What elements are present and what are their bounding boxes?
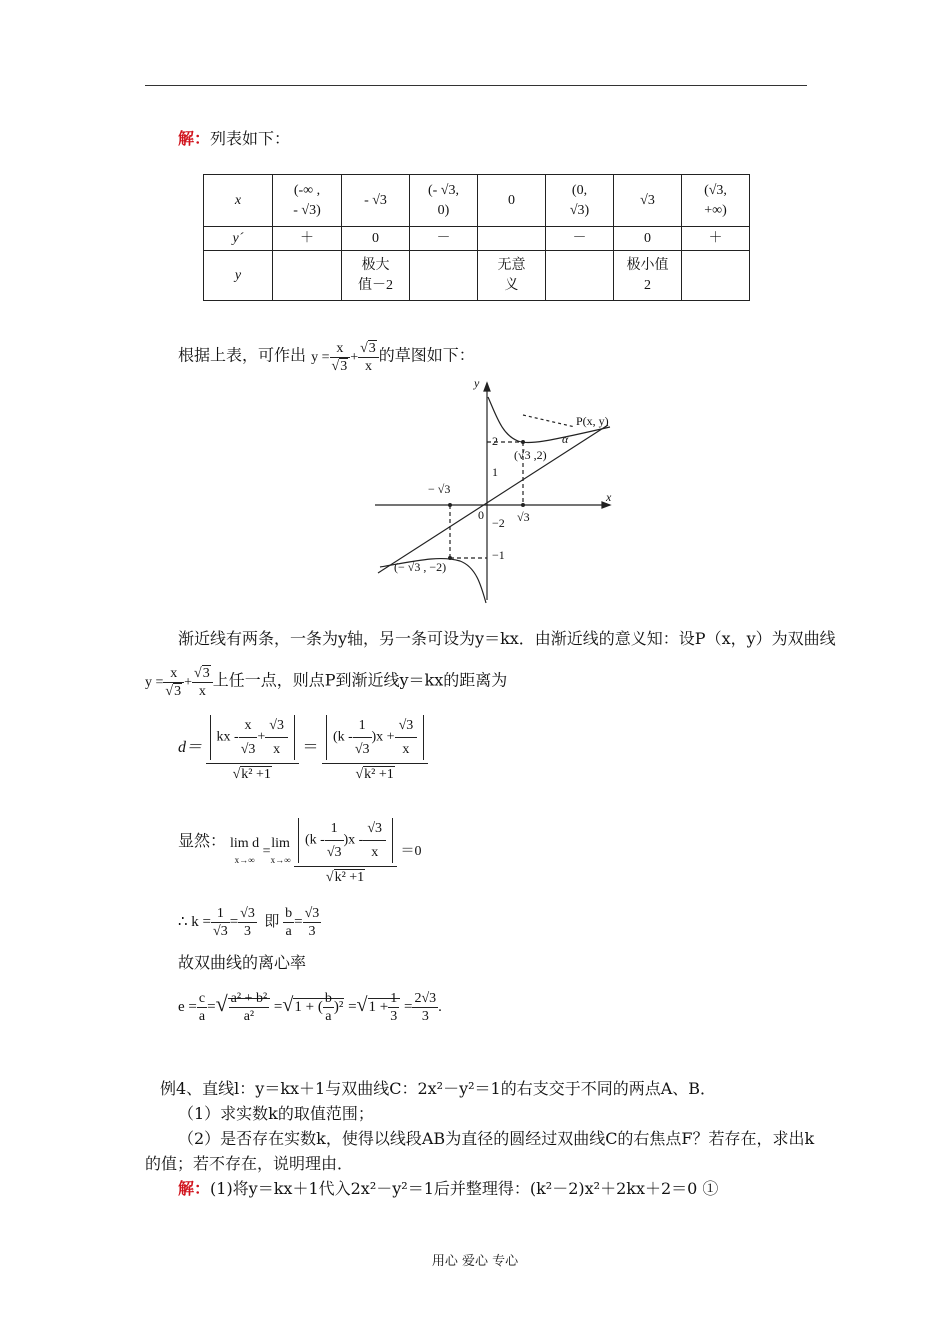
table-cell: - √3	[342, 175, 410, 227]
min-point-label: (√3 ,2)	[514, 448, 547, 462]
example4-title: 例4、直线l：y＝kx＋1与双曲线C：2x²－y²＝1的右支交于不同的两点A、B．	[160, 1079, 717, 1098]
example4-question2-line2: 的值；若不存在，说明理由．	[145, 1154, 354, 1173]
y-axis-label: y	[474, 376, 480, 390]
table-cell: 极小值 2	[614, 251, 682, 301]
table-cell	[478, 227, 546, 251]
table-cell	[546, 251, 614, 301]
tick-neg1: −1	[492, 548, 505, 562]
tick-2: 2	[492, 434, 498, 448]
solution2-text: (1)将y＝kx＋1代入2x²－y²＝1后并整理得：(k²－2)x²＋2kx＋2＝0 ①	[210, 1179, 719, 1198]
function-formula: y = $\frac{x}{√3}$ + $\frac{√3}{x}$	[311, 350, 379, 365]
origin-label: 0	[478, 508, 484, 522]
table-cell: (-∞ , - √3)	[273, 175, 342, 227]
table-cell: 无意 义	[478, 251, 546, 301]
point-p-label: P(x, y)	[576, 414, 609, 428]
solution-text: 列表如下：	[210, 129, 291, 148]
obviously-label: 显然：	[178, 831, 227, 850]
alpha-label: α	[562, 432, 569, 446]
example4-question1: （1）求实数k的取值范围；	[178, 1104, 374, 1123]
asymptote-paragraph-line2: y = $\frac{x}{√3}$ + $\frac{√3}{x}$ 上任一点，则点P到渐近线y＝kx的距离为	[145, 666, 508, 699]
sketch-caption: 根据上表，可作出 y = $\frac{x}{√3}$ + $\frac{√3}{x}$ 的草图如下：	[178, 341, 475, 374]
table-cell: －	[410, 227, 478, 251]
page-footer: 用心 爱心 专心	[431, 1254, 519, 1269]
tick-1: 1	[492, 465, 498, 479]
table-cell: ＋	[682, 227, 750, 251]
eccentricity-intro: 故双曲线的离心率	[178, 953, 307, 972]
table-row-y	[204, 251, 750, 301]
table-cell	[273, 251, 342, 301]
table-cell: 极大 值－2	[342, 251, 410, 301]
table-head-y: y	[204, 251, 273, 301]
table-cell: 0	[342, 227, 410, 251]
tick-neg2: −2	[492, 516, 505, 530]
asymptote-paragraph-line1: 渐近线有两条，一条为y轴，另一条可设为y＝kx．由渐近线的意义知：设P（x，y）为双曲线	[178, 629, 836, 648]
function-graph	[370, 375, 620, 605]
therefore-formula: ∴ k = $\frac{1}{√3}$ = $\frac{√3}{3}$ 即 $\frac{b}{a}$ = $\frac{√3}{3}$	[178, 906, 320, 939]
table-cell	[682, 251, 750, 301]
solution2-label: 解：	[178, 1179, 211, 1198]
table-cell: 0	[478, 175, 546, 227]
solution-intro	[178, 128, 290, 150]
table-cell: －	[546, 227, 614, 251]
table-cell: (- √3, 0)	[410, 175, 478, 227]
table-row-derivative	[204, 227, 750, 251]
table-cell: ＋	[273, 227, 342, 251]
limit-formula: lim d x→∞ =lim x→∞ (k - $\frac{1}{√3}$ )x - $\frac{√3}{x}$ √k² +1 ＝0	[230, 818, 422, 886]
table-cell: (0, √3)	[546, 175, 614, 227]
table-cell: 0	[614, 227, 682, 251]
variation-table	[203, 174, 750, 301]
table-cell	[410, 251, 478, 301]
table-cell: √3	[614, 175, 682, 227]
header-rule	[145, 85, 807, 86]
tick-neg-sqrt3: − √3	[428, 482, 451, 496]
tick-sqrt3: √3	[517, 510, 530, 524]
table-head-dy: y´	[204, 227, 273, 251]
eccentricity-formula: e = $\frac{c}{a}$ =√ $\frac{\text{a² + b²}}{\text{a²}}$ =√1 + ( $\frac{b}{a}$ )² =√1 + $\frac{1}{3}$ = $\frac{2√3}{3}$ .	[178, 990, 442, 1024]
x-axis-label: x	[606, 490, 612, 504]
table-head-x: x	[204, 175, 273, 227]
table-cell: (√3, +∞)	[682, 175, 750, 227]
table-row-x	[204, 175, 750, 227]
hyperbola-formula: y = $\frac{x}{√3}$ + $\frac{√3}{x}$	[145, 675, 213, 690]
distance-formula: d＝ kx - $\frac{x}{√3}$ + $\frac{√3}{x}$ √k² +1 ＝ (k - $\frac{1}{√3}$ )x + $\frac{√3}{x}$ √k² +1	[178, 715, 428, 783]
solution-label: 解：	[178, 129, 211, 148]
example4-solution	[178, 1178, 718, 1200]
example4-question2-line1: （2）是否存在实数k，使得以线段AB为直径的圆经过双曲线C的右焦点F？若存在，求出k	[178, 1129, 815, 1148]
max-point-label: (− √3 , −2)	[394, 560, 447, 574]
